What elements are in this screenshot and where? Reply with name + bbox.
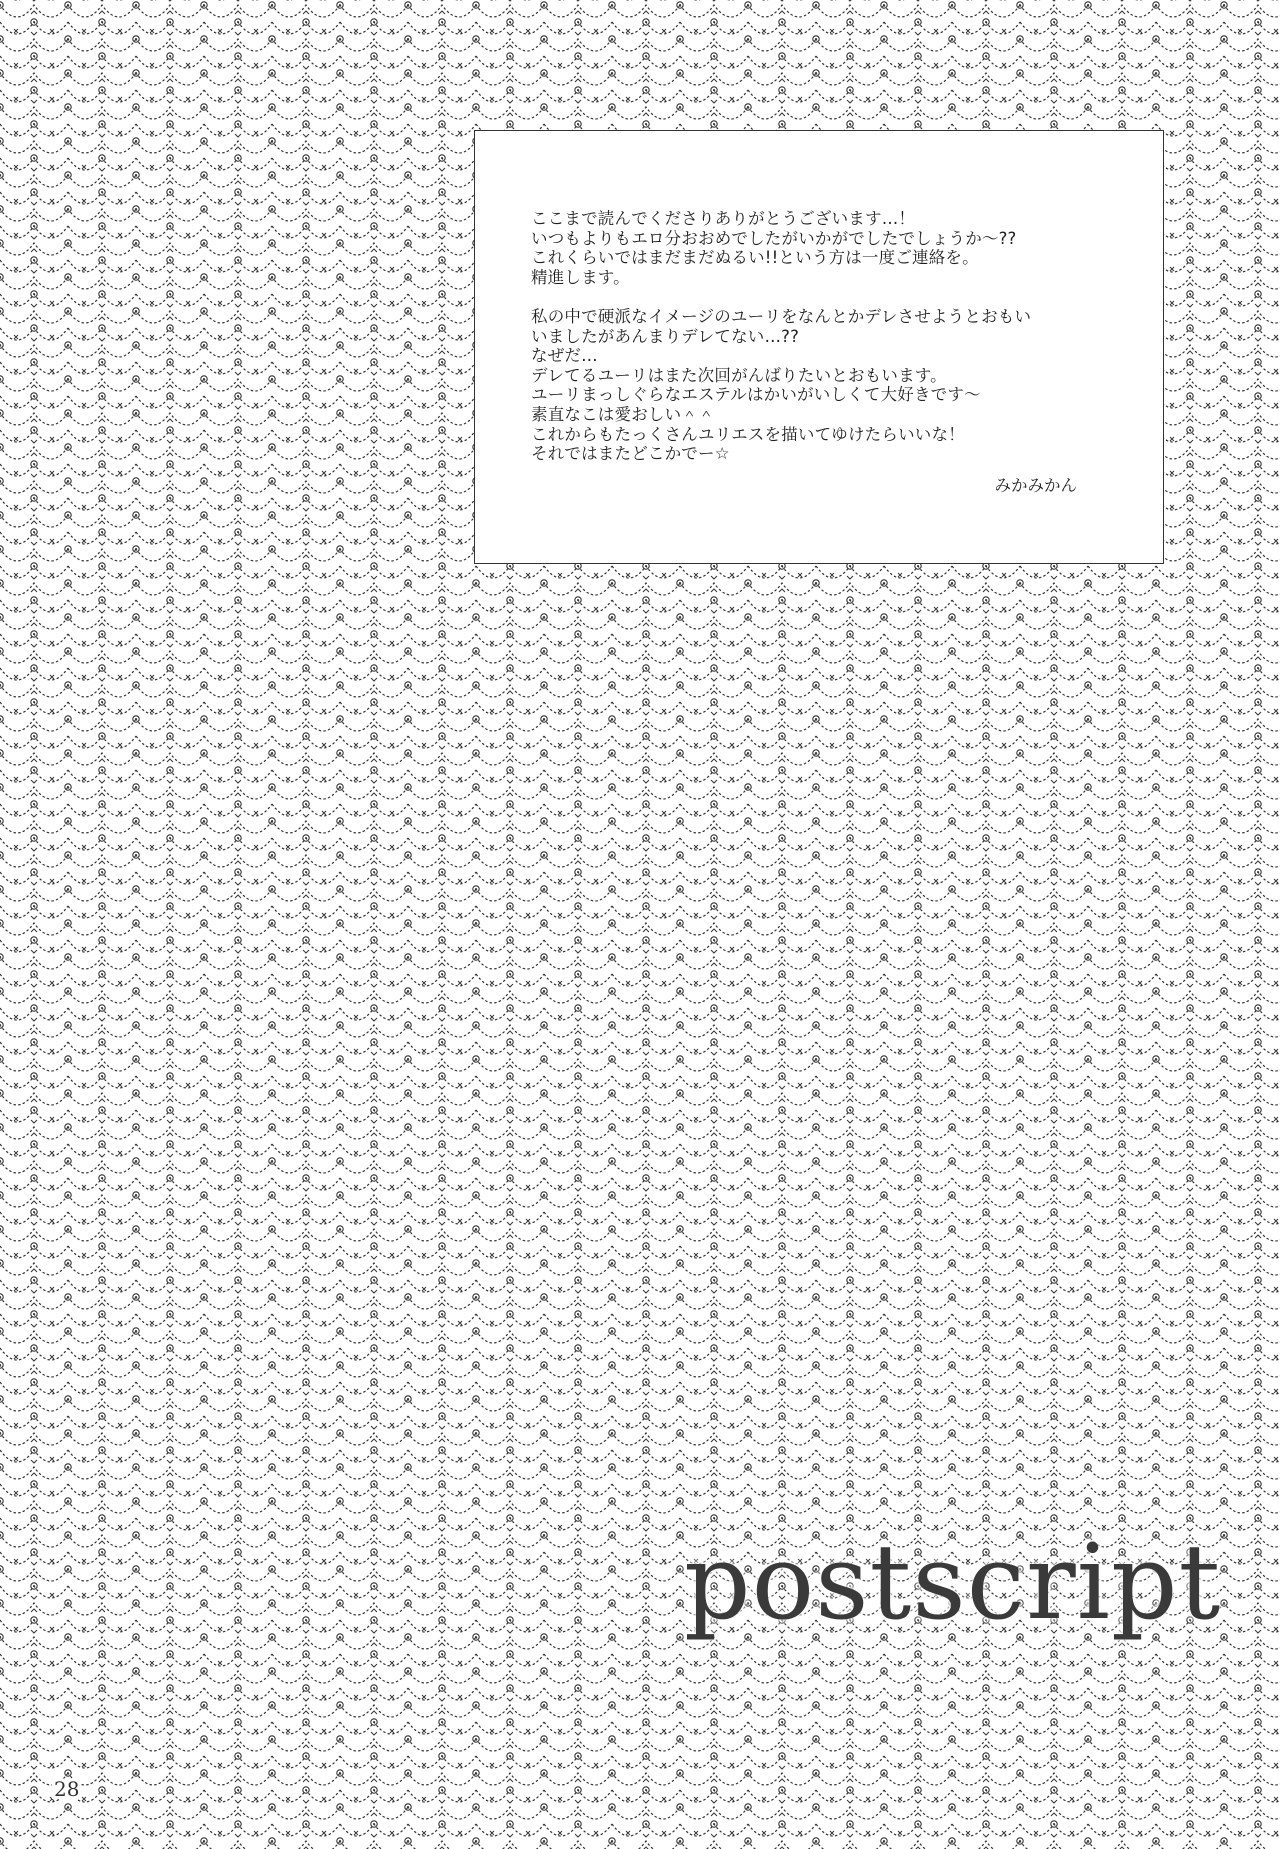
- message-line: 精進します。: [531, 267, 630, 287]
- message-line: 素直なこは愛おしい＾＾: [531, 404, 715, 424]
- afterword-message-box: [474, 130, 1164, 564]
- message-line: これからもたっくさんユリエスを描いてゆけたらいいな！: [531, 424, 965, 444]
- message-line: ここまで読んでくださりありがとうございます…！: [531, 209, 916, 228]
- message-line: これくらいではまだまだぬるい!!という方は一度ご連絡を。: [531, 248, 979, 268]
- message-line: いましたがあんまりデレてない…??: [531, 326, 800, 346]
- message-line: 私の中で硬派なイメージのユーリをなんとかデレさせようとおもい: [531, 306, 1032, 326]
- message-line: それではまたどこかでー☆: [531, 444, 730, 464]
- author-signature: みかみかん: [994, 476, 1077, 495]
- page-title: postscript: [684, 1521, 1222, 1643]
- page-number: 28: [54, 1777, 80, 1801]
- message-line: ユーリまっしぐらなエステルはかいがいしくて大好きです～: [531, 385, 981, 405]
- afterword-text: [531, 209, 1141, 464]
- message-line: なぜだ…: [531, 346, 598, 366]
- message-line: デレてるユーリはまた次回がんばりたいとおもいます。: [531, 365, 947, 385]
- message-line: いつもよりもエロ分おおめでしたがいかがでしたでしょうか～??: [531, 228, 1017, 248]
- message-blank-line: [531, 287, 1141, 307]
